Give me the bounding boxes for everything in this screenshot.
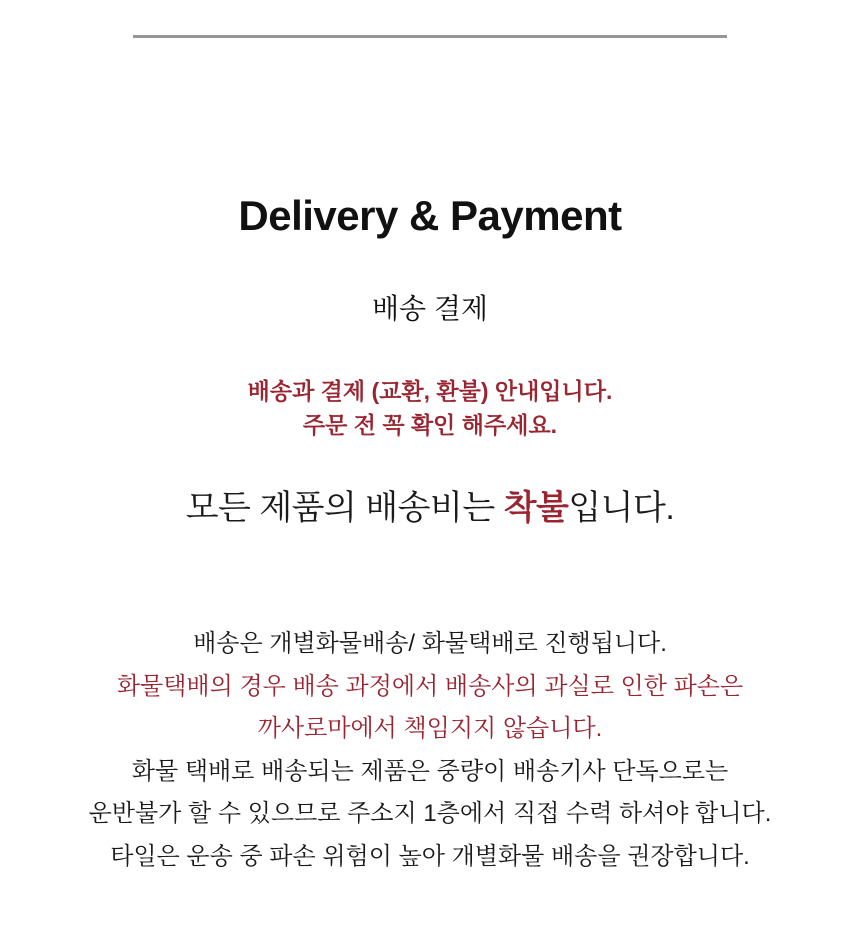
shipping-detail-line: 화물 택배로 배송되는 제품은 중량이 배송기사 단독으로는 (131, 757, 729, 785)
shipping-detail-line: 타일은 운송 중 파손 위험이 높아 개별화물 배송을 권장합니다. (110, 842, 750, 870)
shipping-detail-line: 화물택배의 경우 배송 과정에서 배송사의 과실로 인한 파손은 (116, 672, 744, 700)
notice-line-2: 주문 전 꼭 확인 해주세요. (302, 412, 558, 438)
page-title: Delivery & Payment (238, 192, 622, 239)
shipping-fee-statement (0, 485, 860, 531)
statement-suffix: 입니다. (568, 489, 675, 527)
order-notice (0, 374, 860, 442)
top-divider (133, 35, 727, 38)
statement-highlight: 착불 (503, 489, 569, 527)
notice-line-1: 배송과 결제 (교환, 환불) 안내입니다. (247, 378, 613, 404)
page-subtitle: 배송 결제 (372, 293, 488, 324)
shipping-detail-line: 운반불가 할 수 있으므로 주소지 1층에서 직접 수력 하셔야 합니다. (88, 800, 772, 827)
statement-prefix: 모든 제품의 배송비는 (185, 489, 504, 527)
shipping-detail-line: 배송은 개별화물배송/ 화물택배로 진행됩니다. (193, 630, 667, 657)
shipping-details (0, 623, 860, 878)
shipping-detail-line: 까사로마에서 책임지지 않습니다. (257, 715, 603, 742)
